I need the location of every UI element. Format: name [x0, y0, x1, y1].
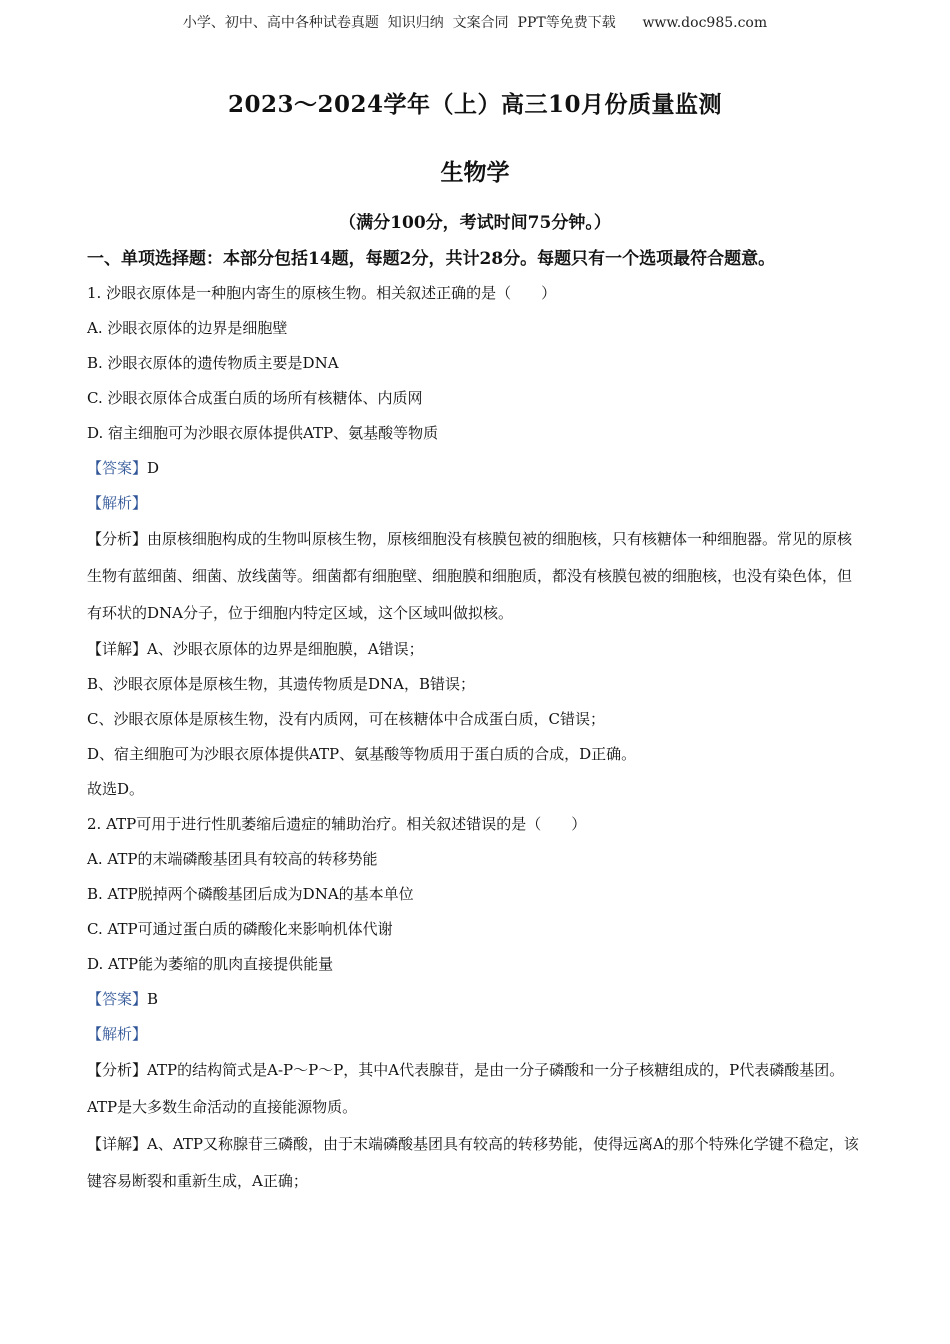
subject-title: 生物学 — [440, 159, 510, 186]
analysis-tag: 【解析】 — [87, 494, 148, 512]
page-header-banner: 小学、初中、高中各种试卷真题 知识归纳 文案合同 PPT等免费下载 www.doc985.com — [182, 15, 768, 31]
xiangjie-line: A、沙眼衣原体的边界是细胞膜，A错误； — [147, 640, 424, 658]
question-2-stem: 2. ATP可用于进行性肌萎缩后遗症的辅助治疗。相关叙述错误的是（ ） — [87, 815, 587, 833]
section-heading: 一、单项选择题：本部分包括14题，每题2分，共计28分。每题只有一个选项最符合题意。 — [87, 249, 776, 269]
question-1-answer — [87, 451, 862, 486]
answer-tag: 【答案】 — [87, 990, 148, 1008]
question-2-answer — [87, 982, 862, 1017]
xiangjie-tag: 【详解】 — [87, 640, 148, 658]
question-2-xiangjie — [87, 1126, 862, 1200]
question-2-option-c: C. ATP可通过蛋白质的磷酸化来影响机体代谢 — [87, 920, 393, 938]
xiangjie-text: A、ATP又称腺苷三磷酸，由于末端磷酸基团具有较高的转移势能，使得远离A的那个特殊化学键不稳定，该键容易断裂和重新生成，A正确； — [87, 1135, 859, 1190]
exam-title: 2023～2024学年（上）高三10月份质量监测 — [227, 91, 723, 118]
question-1-xiangjie-b: B、沙眼衣原体是原核生物，其遗传物质是DNA，B错误； — [87, 675, 476, 693]
fenxi-text: ATP的结构简式是A-P～P～P，其中A代表腺苷，是由一分子磷酸和一分子核糖组成的，P代表磷酸基团。ATP是大多数生命活动的直接能源物质。 — [87, 1061, 845, 1116]
question-1-fenxi — [87, 521, 862, 632]
fenxi-tag: 【分析】 — [87, 530, 148, 548]
question-1-xiangjie-a — [87, 632, 862, 667]
fenxi-tag: 【分析】 — [87, 1061, 148, 1079]
answer-value: D — [147, 459, 160, 477]
question-2-fenxi — [87, 1052, 862, 1126]
question-2-analysis-label — [87, 1017, 862, 1052]
answer-value: B — [147, 990, 159, 1008]
question-2-option-b: B. ATP脱掉两个磷酸基团后成为DNA的基本单位 — [87, 885, 414, 903]
question-2-option-a: A. ATP的末端磷酸基团具有较高的转移势能 — [87, 850, 378, 868]
exam-body — [87, 276, 862, 1200]
fenxi-text: 由原核细胞构成的生物叫原核生物，原核细胞没有核膜包被的细胞核，只有核糖体一种细胞器。常见的原核生物有蓝细菌、细菌、放线菌等。细菌都有细胞壁、细胞膜和细胞质，都没有核膜包被的细胞核，也没有染色体，但有环状的DNA分子，位于细胞内特定区域，这个区域叫做拟核。 — [87, 530, 853, 622]
question-1-xiangjie-d: D、宿主细胞可为沙眼衣原体提供ATP、氨基酸等物质用于蛋白质的合成，D正确。 — [87, 745, 637, 763]
question-1-option-b: B. 沙眼衣原体的遗传物质主要是DNA — [87, 354, 339, 372]
question-2-option-d: D. ATP能为萎缩的肌肉直接提供能量 — [87, 955, 334, 973]
xiangjie-tag: 【详解】 — [87, 1135, 148, 1153]
analysis-tag: 【解析】 — [87, 1025, 148, 1043]
question-1-option-c: C. 沙眼衣原体合成蛋白质的场所有核糖体、内质网 — [87, 389, 423, 407]
question-1-conclusion: 故选D。 — [87, 780, 145, 798]
question-1-xiangjie-c: C、沙眼衣原体是原核生物，没有内质网，可在核糖体中合成蛋白质，C错误； — [87, 710, 605, 728]
question-1-analysis-label — [87, 486, 862, 521]
question-1-option-a: A. 沙眼衣原体的边界是细胞壁 — [87, 319, 288, 337]
score-time-note: （满分100分，考试时间75分钟。） — [339, 213, 611, 233]
answer-tag: 【答案】 — [87, 459, 148, 477]
question-1-option-d: D. 宿主细胞可为沙眼衣原体提供ATP、氨基酸等物质 — [87, 424, 439, 442]
question-1-stem: 1. 沙眼衣原体是一种胞内寄生的原核生物。相关叙述正确的是（ ） — [87, 284, 557, 302]
